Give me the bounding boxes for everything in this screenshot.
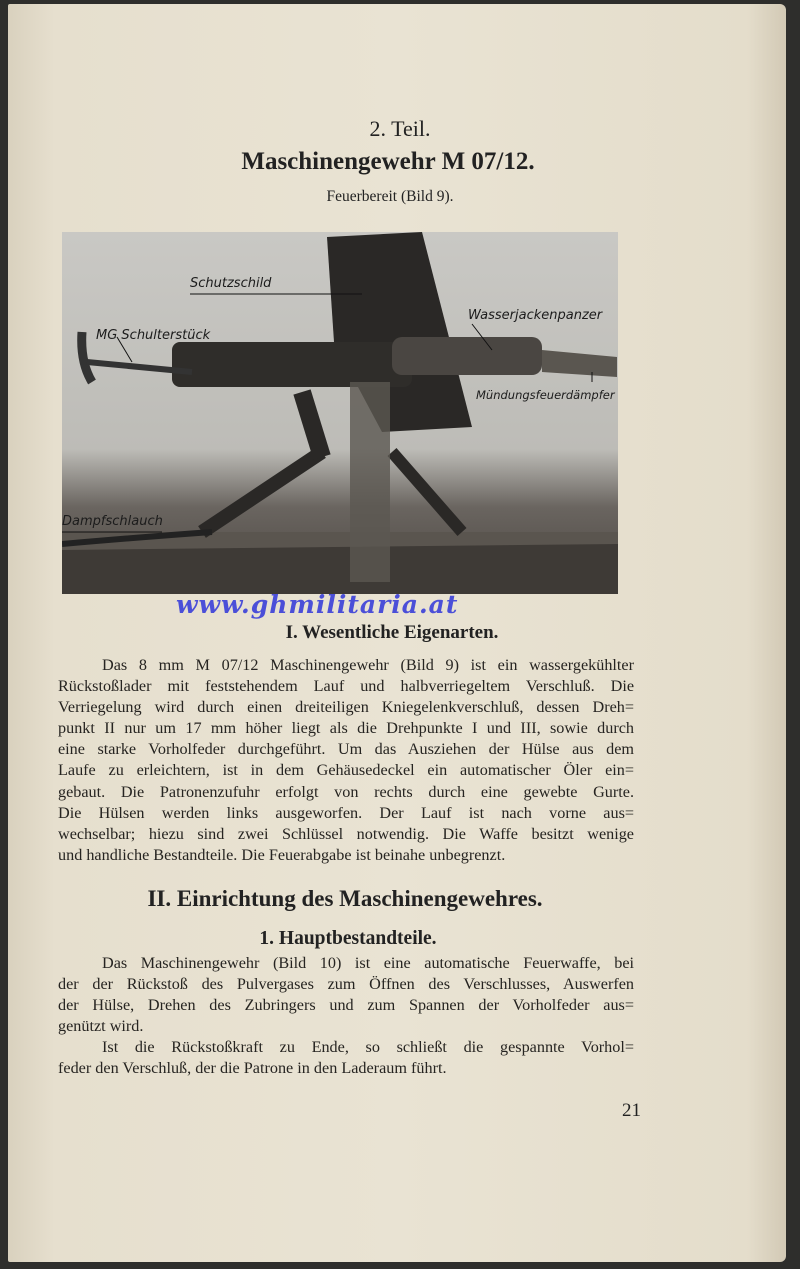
text-line: Das 8 mm M 07/12 Maschinengewehr (Bild 9) ist ein wassergekühlter xyxy=(102,656,634,674)
text-line: genützt wird. xyxy=(58,1017,144,1035)
text-line: Die Hülsen werden links ausgeworfen. Der Lauf ist nach vorne aus= xyxy=(58,804,634,822)
page-number: 21 xyxy=(622,1100,641,1121)
text-line: Verriegelung wird durch einen dreiteiligen Kniegelenkverschluß, dessen Dreh= xyxy=(58,698,634,716)
text-line: gebaut. Die Patronenzufuhr erfolgt von rechts durch eine gewebte Gurte. xyxy=(58,783,634,801)
text-line: eine starke Vorholfeder durchgeführt. Um das Ausziehen der Hülse aus dem xyxy=(58,740,634,758)
part-title: 2. Teil. xyxy=(369,116,431,141)
text-line: der der Rückstoß des Pulvergases zum Öffnen des Verschlusses, Auswerfen xyxy=(58,975,634,993)
label-steam-hose: Dampfschlauch xyxy=(62,514,163,529)
text-line: der Hülse, Drehen des Zubringers und zum Spannen der Vorholfeder aus= xyxy=(58,996,634,1014)
text-line: Das Maschinengewehr (Bild 10) ist eine automatische Feuerwaffe, bei xyxy=(102,954,634,972)
label-muzzle: Mündungsfeuerdämpfer xyxy=(476,388,615,402)
machine-gun-illustration xyxy=(62,232,618,594)
text-line: und handliche Bestandteile. Die Feuerabgabe ist beinahe unbegrenzt. xyxy=(58,846,506,864)
figure-subtitle: Feuerbereit (Bild 9). xyxy=(326,188,454,205)
label-shield: Schutzschild xyxy=(190,276,272,291)
main-title: Maschinengewehr M 07/12. xyxy=(241,148,535,175)
text-line: Ist die Rückstoßkraft zu Ende, so schließt die gespannte Vorhol= xyxy=(102,1038,634,1056)
watermark: www.ghmilitaria.at xyxy=(176,590,459,619)
section1-heading: I. Wesentliche Eigenarten. xyxy=(285,622,499,643)
label-water-jacket: Wasserjackenpanzer xyxy=(468,308,603,323)
section2-heading: II. Einrichtung des Maschinengewehres. xyxy=(147,886,543,911)
label-shoulder-piece: MG Schulterstück xyxy=(96,328,211,343)
text-line: feder den Verschluß, der die Patrone in den Laderaum führt. xyxy=(58,1059,447,1077)
text-line: Rückstoßlader mit feststehendem Lauf und halbverriegeltem Verschluß. Die xyxy=(58,677,634,695)
text-line: wechselbar; hiezu sind zwei Schlüssel notwendig. Die Waffe besitzt wenige xyxy=(58,825,634,843)
machine-gun-photo xyxy=(62,232,618,594)
text-line: punkt II nur um 17 mm höher liegt als die Drehpunkte I und III, sowie durch xyxy=(58,719,634,737)
section2-subheading: 1. Hauptbestandteile. xyxy=(259,928,437,949)
text-line: Laufe zu erleichtern, ist in dem Gehäusedeckel ein automatischer Öler ein= xyxy=(58,761,634,779)
